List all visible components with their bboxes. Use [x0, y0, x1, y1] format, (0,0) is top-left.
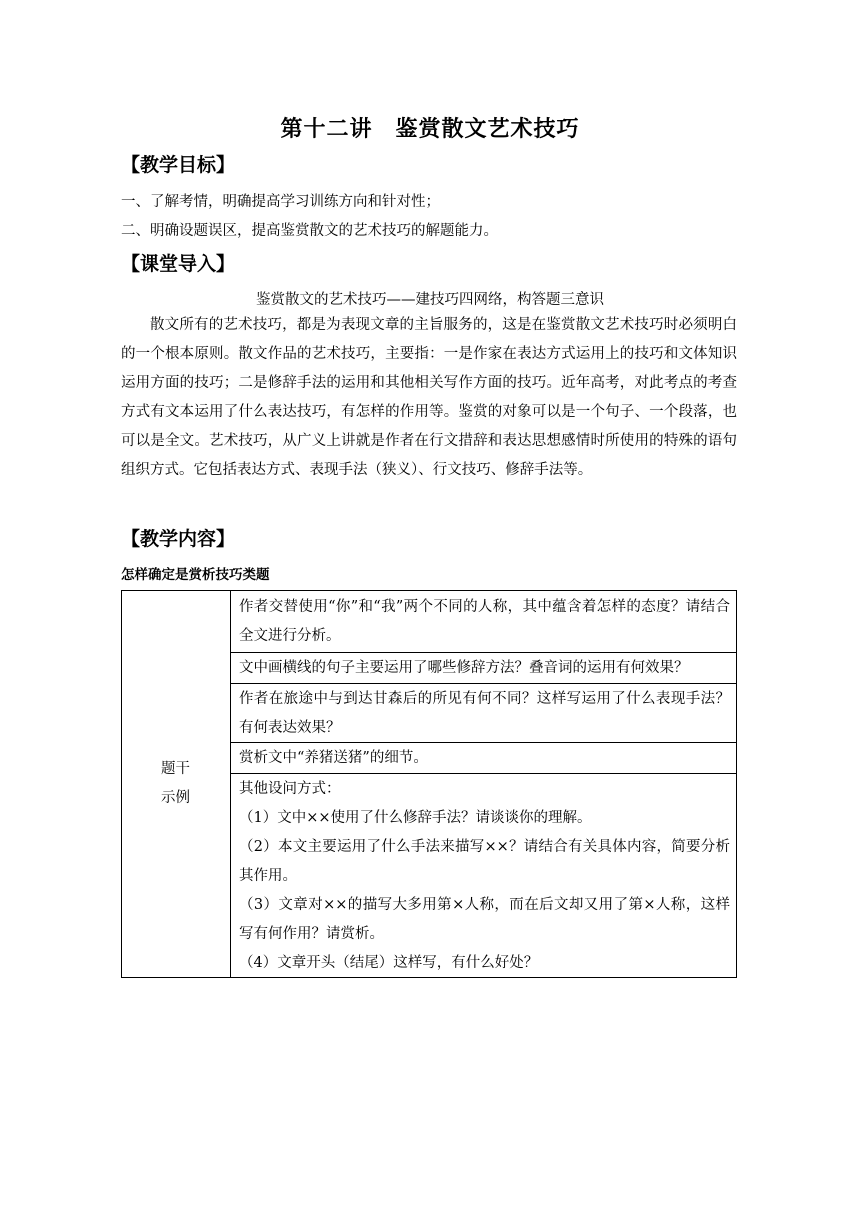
table-cell: [231, 591, 736, 653]
table-row-label: [161, 755, 190, 813]
other-question-item: （4）文章开头（结尾）这样写，有什么好处？: [239, 955, 539, 971]
other-question-item: （1）文中××使用了什么修辞手法？请谈谈你的理解。: [239, 810, 592, 826]
other-question-item: （2）本文主要运用了什么手法来描写××？请结合有关具体内容，简要分析其作用。: [239, 839, 730, 884]
goal-item: 一、了解考情，明确提高学习训练方向和针对性；: [121, 194, 440, 210]
question-example: 作者交替使用“你”和“我”两个不同的人称，其中蕴含着怎样的态度？请结合全文进行分析。: [239, 599, 730, 644]
content-heading: 【教学内容】: [121, 528, 236, 550]
row-label-line-2: 示例: [161, 790, 190, 806]
page-title: 第十二讲 鉴赏散文艺术技巧: [280, 117, 580, 142]
table-cell: [231, 653, 736, 684]
goals-heading: 【教学目标】: [121, 154, 236, 176]
intro-paragraph: 散文所有的艺术技巧，都是为表现文章的主旨服务的，这是在鉴赏散文艺术技巧时必须明白的一个根本原则。散文作品的艺术技巧，主要指：一是作家在表达方式运用上的技巧和文体知识运用方面的技巧；二是修辞手法的运用和其他相关写作方面的技巧。近年高考，对此考点的考查方式有文本运用了什么表达技巧，有怎样的作用等。鉴赏的对象可以是一个句子、一个段落，也可以是全文。艺术技巧，从广义上讲就是作者在行文措辞和表达思想感情时所使用的特殊的语句组织方式。它包括表达方式、表现手法（狭义）、行文技巧、修辞手法等。: [121, 317, 737, 478]
intro-subtitle: 鉴赏散文的艺术技巧——建技巧四网络，构答题三意识: [256, 292, 604, 308]
other-questions-heading: 其他设问方式：: [239, 781, 341, 797]
goal-item: 二、明确设题误区，提高鉴赏散文的艺术技巧的解题能力。: [121, 223, 498, 239]
table-cell: [231, 684, 736, 743]
content-subheading: 怎样确定是赏析技巧类题: [121, 567, 270, 583]
question-example: 赏析文中“养猪送猪”的细节。: [239, 750, 428, 766]
table-left-column: [122, 591, 231, 977]
intro-heading: 【课堂导入】: [121, 253, 236, 275]
row-label-line-1: 题干: [161, 761, 190, 777]
table-cell: [231, 774, 736, 977]
table-cell: [231, 743, 736, 774]
question-example: 文中画横线的句子主要运用了哪些修辞方法？叠音词的运用有何效果？: [239, 660, 689, 676]
examples-table: [121, 590, 737, 978]
question-example: 作者在旅途中与到达甘森后的所见有何不同？这样写运用了什么表现手法？有何表达效果？: [239, 691, 730, 736]
other-question-item: （3）文章对××的描写大多用第×人称，而在后文却又用了第×人称，这样写有何作用？请赏析。: [239, 897, 730, 942]
